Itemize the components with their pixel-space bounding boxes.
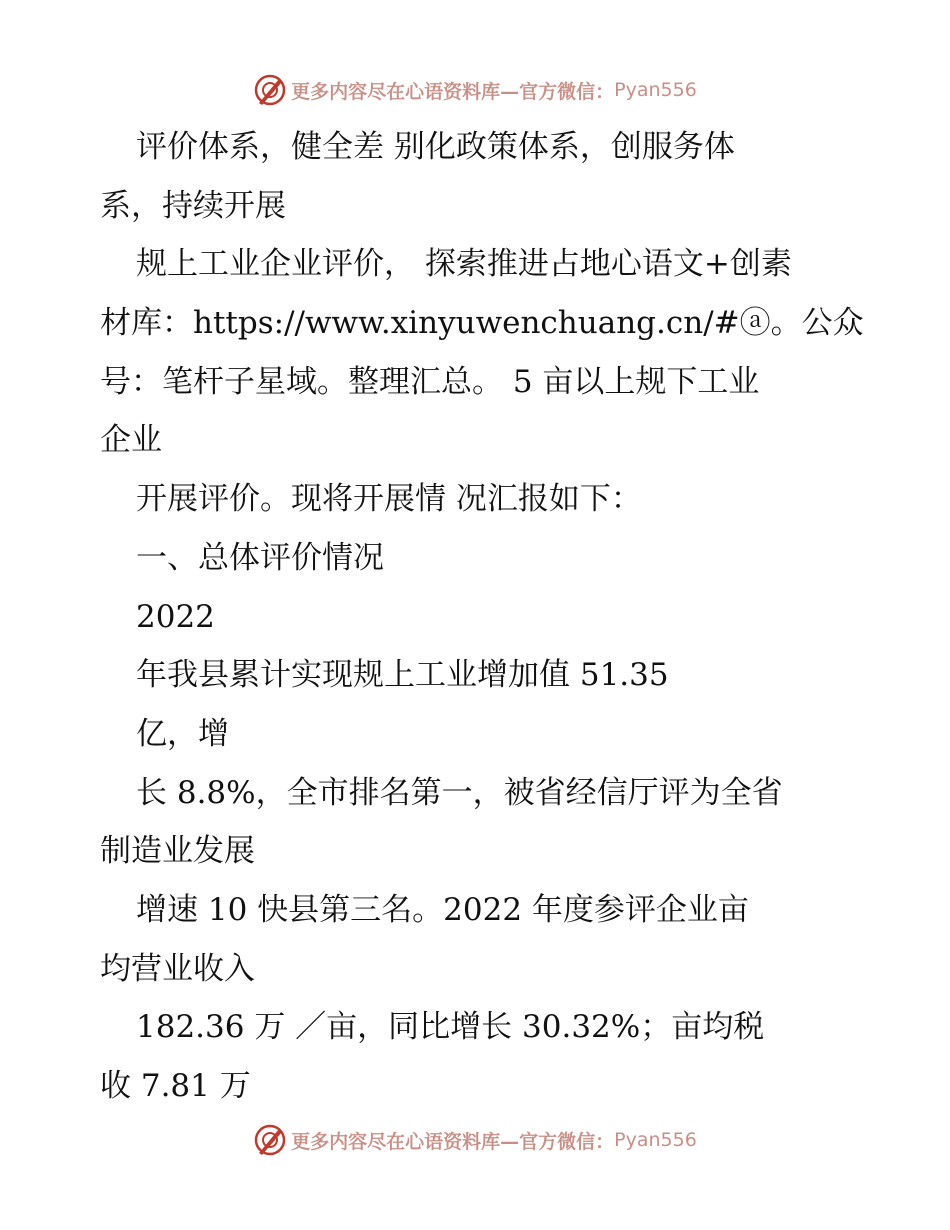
banner-text: 更多内容尽在心语资料库—官方微信： [291, 1130, 615, 1153]
text-line: 均营业收入 [100, 950, 255, 987]
text-line: 年我县累计实现规上工业增加值 51.35 [136, 657, 669, 694]
pen-logo-icon [253, 1123, 287, 1157]
text-line: 企业 [100, 422, 162, 459]
footer-banner [0, 1122, 950, 1158]
text-line: 规上工业企业评价， 探索推进占地心语文+创素 [136, 246, 792, 283]
text-line: 增速 10 快县第三名。2022 年度参评企业亩 [136, 891, 749, 928]
text-line: 亿，增 [136, 715, 229, 752]
banner-contact: Pyan556 [614, 79, 697, 101]
text-line: 182.36 万 ／亩，同比增长 30.32%；亩均税 [136, 1009, 765, 1046]
text-line: 号：笔杆子星域。整理汇总。 5 亩以上规下工业 [100, 363, 760, 400]
text-line: 开展评价。现将开展情 况汇报如下： [136, 481, 642, 518]
text-line: 长 8.8%，全市排名第一，被省经信厅评为全省 [136, 774, 783, 811]
banner-contact: Pyan556 [614, 1129, 697, 1151]
banner-text: 更多内容尽在心语资料库—官方微信： [291, 80, 615, 103]
text-line: 2022 [136, 598, 215, 635]
text-line: 材库：https://www.xinyuwenchuang.cn/#ⓐ。公众 [100, 305, 864, 342]
pen-logo-icon [253, 73, 287, 107]
text-line: 收 7.81 万 [100, 1068, 251, 1104]
text-line: 评价体系，健全差 别化政策体系，创服务体 [136, 129, 735, 165]
text-line: 系，持续开展 [100, 187, 286, 224]
document-body [100, 118, 864, 1116]
header-banner [0, 72, 950, 108]
section-heading: 一、总体评价情况 [136, 539, 384, 576]
text-line: 制造业发展 [100, 833, 255, 870]
